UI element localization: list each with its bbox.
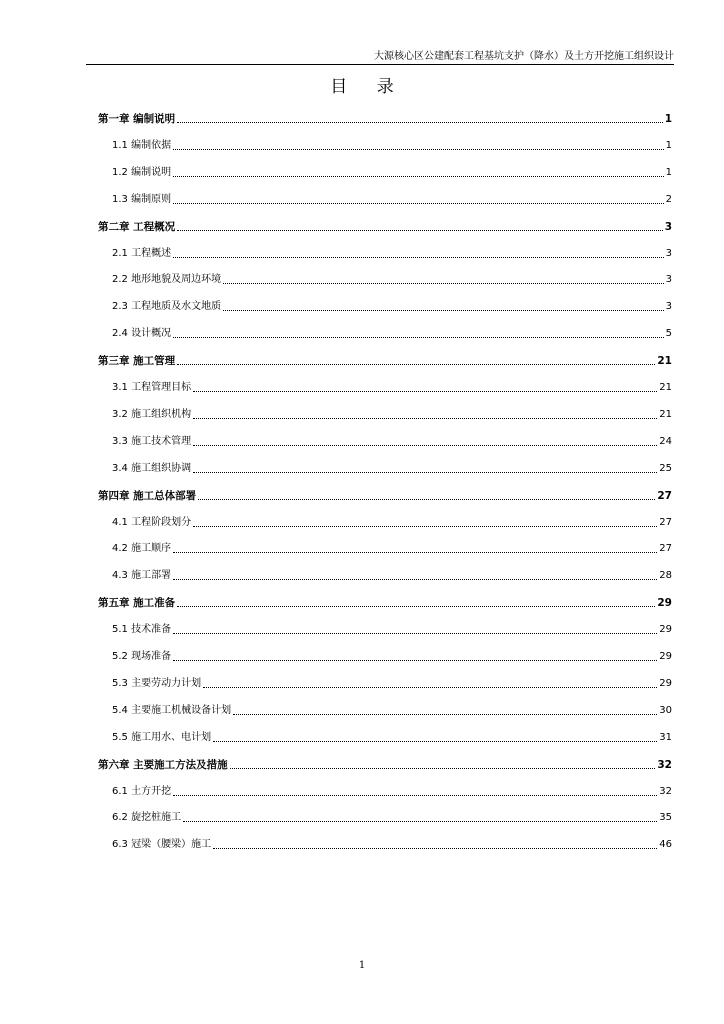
toc-dot-leader bbox=[193, 471, 657, 473]
toc-chapter-entry[interactable] bbox=[98, 489, 672, 503]
running-header-title: 大源核心区公建配套工程基坑支护（降水）及土方开挖施工组织设计 bbox=[374, 51, 674, 62]
toc-entry-label: 5.2 现场准备 bbox=[112, 651, 172, 662]
toc-entry-label: 6.3 冠梁（腰梁）施工 bbox=[112, 839, 212, 851]
toc-entry-label: 第三章 施工管理 bbox=[98, 355, 176, 368]
toc-section-entry[interactable] bbox=[98, 677, 672, 691]
toc-dot-leader bbox=[193, 417, 657, 419]
toc-dot-leader bbox=[173, 551, 657, 553]
toc-section-entry[interactable] bbox=[98, 731, 672, 745]
toc-entry-label: 第六章 主要施工方法及措施 bbox=[98, 758, 228, 771]
toc-entry-page: 1 bbox=[664, 113, 672, 125]
toc-dot-leader bbox=[193, 444, 657, 446]
toc-entry-page: 29 bbox=[659, 624, 672, 636]
toc-chapter-entry[interactable] bbox=[98, 758, 672, 772]
toc-entry-label: 4.1 工程阶段划分 bbox=[112, 516, 192, 528]
toc-dot-leader bbox=[173, 794, 657, 796]
toc-entry-label: 6.1 土方开挖 bbox=[112, 785, 172, 797]
toc-entry-page: 1 bbox=[665, 139, 672, 151]
toc-section-entry[interactable] bbox=[98, 811, 672, 825]
toc-entry-page: 30 bbox=[659, 704, 672, 716]
toc-entry-page: 2 bbox=[665, 193, 672, 205]
running-header bbox=[86, 50, 674, 65]
toc-dot-leader bbox=[193, 390, 657, 392]
toc-section-entry[interactable] bbox=[98, 704, 672, 718]
toc-entry-page: 29 bbox=[659, 677, 672, 689]
toc-entry-label: 3.1 工程管理目标 bbox=[112, 382, 192, 393]
toc-entry-label: 2.1 工程概述 bbox=[112, 247, 172, 259]
toc-entry-label: 第一章 编制说明 bbox=[98, 113, 176, 125]
toc-section-entry[interactable] bbox=[98, 435, 672, 449]
toc-dot-leader bbox=[193, 525, 657, 527]
toc-chapter-entry[interactable] bbox=[98, 354, 672, 368]
toc-section-entry[interactable] bbox=[98, 785, 672, 799]
toc-dot-leader bbox=[173, 175, 664, 177]
toc-dot-leader bbox=[198, 498, 655, 500]
toc-entry-label: 5.1 技术准备 bbox=[112, 624, 172, 636]
toc-entry-label: 2.2 地形地貌及周边环境 bbox=[112, 274, 222, 286]
toc-entry-page: 46 bbox=[659, 839, 672, 851]
toc-entry-page: 21 bbox=[659, 382, 672, 393]
toc-entry-label: 第五章 施工准备 bbox=[98, 597, 176, 610]
toc-dot-leader bbox=[223, 309, 664, 311]
toc-dot-leader bbox=[177, 229, 663, 231]
toc-dot-leader bbox=[213, 847, 657, 849]
toc-entry-label: 1.3 编制原则 bbox=[112, 193, 172, 205]
toc-entry-page: 27 bbox=[659, 543, 672, 555]
toc-dot-leader bbox=[173, 148, 664, 150]
toc-entry-page: 32 bbox=[657, 758, 672, 771]
toc-section-entry[interactable] bbox=[98, 650, 672, 664]
toc-chapter-entry[interactable] bbox=[98, 220, 672, 234]
toc-section-entry[interactable] bbox=[98, 516, 672, 530]
toc-dot-leader bbox=[183, 820, 657, 822]
toc-section-entry[interactable] bbox=[98, 408, 672, 422]
toc-entry-label: 3.3 施工技术管理 bbox=[112, 435, 192, 447]
toc-entry-label: 5.4 主要施工机械设备计划 bbox=[112, 704, 232, 716]
toc-entry-label: 第四章 施工总体部署 bbox=[98, 489, 197, 502]
toc-dot-leader bbox=[173, 659, 657, 661]
toc-chapter-entry[interactable] bbox=[98, 112, 672, 126]
toc-entry-page: 29 bbox=[659, 651, 672, 662]
toc-entry-page: 27 bbox=[657, 489, 672, 502]
toc-entry-page: 3 bbox=[665, 274, 672, 286]
toc-dot-leader bbox=[233, 713, 657, 715]
toc-section-entry[interactable] bbox=[98, 623, 672, 637]
toc-entry-page: 32 bbox=[659, 785, 672, 797]
toc-entry-label: 3.2 施工组织机构 bbox=[112, 408, 192, 420]
toc-entry-page: 35 bbox=[659, 812, 672, 824]
toc-entry-label: 5.5 施工用水、电计划 bbox=[112, 731, 212, 743]
toc-entry-label: 1.2 编制说明 bbox=[112, 166, 172, 178]
toc-entry-page: 3 bbox=[664, 220, 672, 233]
toc-entry-page: 28 bbox=[659, 570, 672, 582]
toc-section-entry[interactable] bbox=[98, 462, 672, 476]
toc-section-entry[interactable] bbox=[98, 542, 672, 556]
toc-entry-label: 2.4 设计概况 bbox=[112, 328, 172, 340]
toc-entry-label: 4.2 施工顺序 bbox=[112, 543, 172, 555]
toc-entry-page: 5 bbox=[665, 328, 672, 340]
toc-entry-page: 21 bbox=[659, 408, 672, 420]
toc-entry-label: 6.2 旋挖桩施工 bbox=[112, 812, 182, 824]
toc-section-entry[interactable] bbox=[98, 139, 672, 153]
toc-dot-leader bbox=[177, 363, 655, 365]
toc-dot-leader bbox=[173, 336, 664, 338]
toc-entry-label: 3.4 施工组织协调 bbox=[112, 462, 192, 474]
toc-section-entry[interactable] bbox=[98, 247, 672, 261]
toc-dot-leader bbox=[173, 202, 664, 204]
toc-entry-label: 2.3 工程地质及水文地质 bbox=[112, 301, 222, 313]
toc-dot-leader bbox=[173, 632, 657, 634]
toc-entry-label: 1.1 编制依据 bbox=[112, 139, 172, 151]
toc-entry-page: 24 bbox=[659, 435, 672, 447]
toc-dot-leader bbox=[177, 605, 655, 607]
toc-entry-page: 21 bbox=[657, 355, 672, 368]
toc-title: 目 录 bbox=[330, 77, 406, 97]
toc-section-entry[interactable] bbox=[98, 569, 672, 583]
toc-dot-leader bbox=[173, 578, 657, 580]
page-number: 1 bbox=[358, 960, 366, 971]
toc-entry-page: 1 bbox=[665, 166, 672, 178]
toc-entry-label: 第二章 工程概况 bbox=[98, 220, 176, 233]
toc-dot-leader bbox=[223, 282, 664, 284]
toc-entry-label: 4.3 施工部署 bbox=[112, 570, 172, 582]
toc-dot-leader bbox=[230, 767, 656, 769]
toc-chapter-entry[interactable] bbox=[98, 596, 672, 610]
toc-dot-leader bbox=[173, 256, 664, 258]
toc-entry-page: 29 bbox=[657, 597, 672, 610]
toc-section-entry[interactable] bbox=[98, 273, 672, 287]
toc-section-entry[interactable] bbox=[98, 327, 672, 341]
toc-entry-page: 27 bbox=[659, 516, 672, 528]
toc-section-entry[interactable] bbox=[98, 381, 672, 395]
toc-section-entry[interactable] bbox=[98, 193, 672, 207]
toc-section-entry[interactable] bbox=[98, 838, 672, 852]
toc-dot-leader bbox=[213, 740, 657, 742]
toc-entry-page: 25 bbox=[659, 462, 672, 474]
toc-entry-page: 3 bbox=[665, 301, 672, 313]
toc-section-entry[interactable] bbox=[98, 300, 672, 314]
toc-dot-leader bbox=[177, 121, 663, 123]
toc-section-entry[interactable] bbox=[98, 166, 672, 180]
toc-dot-leader bbox=[203, 686, 657, 688]
toc-entry-page: 3 bbox=[665, 247, 672, 259]
toc-entry-page: 31 bbox=[659, 731, 672, 743]
toc-entry-label: 5.3 主要劳动力计划 bbox=[112, 677, 202, 689]
